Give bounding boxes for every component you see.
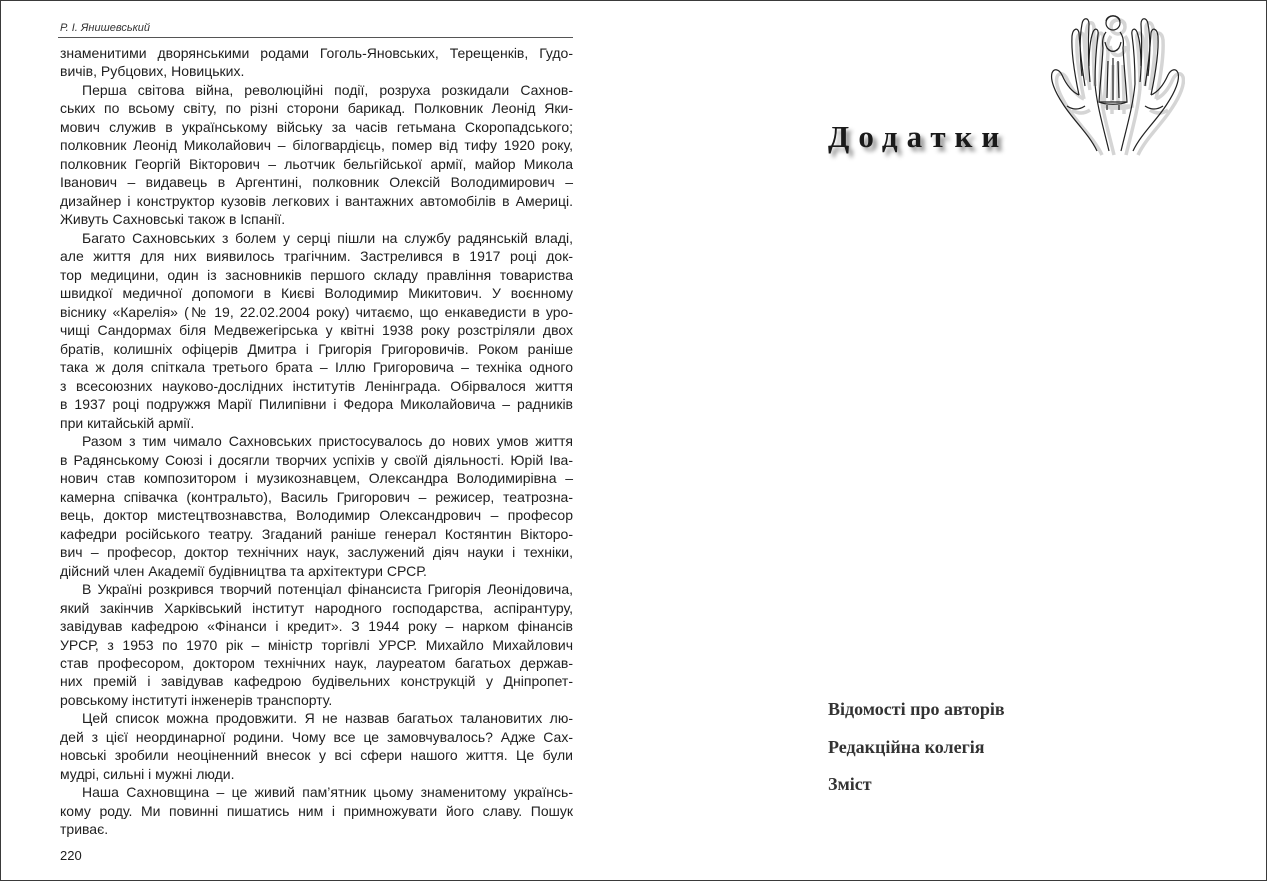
- body-line: дійсний член Академії будівництва та архітектури СРСР.: [60, 562, 427, 579]
- body-line: ських по всьому світу, по різні сторони барикад. Полковник Леонід Яки-: [60, 100, 573, 117]
- body-line: мович служив в українському війську за часів гетьмана Скоропадського;: [60, 118, 573, 135]
- body-line: В Україні розкрився творчий потенціал фінансиста Григорія Леонідовича,: [82, 581, 573, 598]
- body-line: мудрі, сильні і мужні люди.: [60, 765, 235, 782]
- body-line: Перша світова війна, революційні події, розруха розкидали Сахнов-: [82, 81, 573, 98]
- body-line: Цей список можна продовжити. Я не назвав багатьох талановитих лю-: [82, 710, 573, 727]
- body-line: триває.: [60, 821, 109, 838]
- paragraph: [60, 580, 573, 709]
- paragraph: [60, 709, 573, 783]
- body-line: братів, колишніх офіцерів Дмитра і Григорія Григоровичів. Роком раніше: [60, 340, 573, 357]
- body-line: з всесоюзних науково-дослідних інститутів Ленінграда. Обірвалося життя: [60, 377, 573, 394]
- header-rule: [58, 37, 573, 38]
- body-line: Іванович – видавець в Аргентині, полковник Олексій Володимирович –: [60, 174, 573, 191]
- contents-item-table-of-contents[interactable]: Зміст: [828, 774, 872, 794]
- body-line: УРСР, з 1953 по 1970 рік – міністр торгівлі УРСР. Михайло Михайлович: [60, 636, 573, 653]
- body-line: завідував кафедрою «Фінанси і кредит». З 1944 року – нарком фінансів: [60, 618, 573, 635]
- body-line: чищі Сандормах біля Медвежегірська у квітні 1938 року розстріляли двох: [60, 322, 573, 339]
- body-line: в Радянському Союзі і досягли творчих успіхів у своїй діяльності. Юрій Іва-: [60, 451, 573, 468]
- body-line: камерна співачка (контральто), Василь Григорович – режисер, театрозна-: [60, 488, 573, 505]
- body-line: став професором, доктором технічних наук, лауреатом багатьох держав-: [60, 654, 573, 671]
- body-line: така ж доля спіткала третього брата – Іллю Григоровича – техніка одного: [60, 359, 573, 376]
- body-line: швидкої медичної допомоги в Києві Володимир Микитович. У воєнному: [60, 285, 573, 302]
- illustration-shadow: [1057, 20, 1184, 155]
- body-line: при китайській армії.: [60, 414, 195, 431]
- running-head: Р. І. Янишевський: [60, 22, 151, 34]
- body-line: них премій і завідував кафедрою будівельних конструкцій у Дніпропет-: [60, 673, 573, 690]
- body-line: який закінчив Харківський інститут народного господарства, аспірантуру,: [60, 599, 573, 616]
- body-line: полковник Георгій Вікторович – льотчик бельгійської армії, майор Микола: [60, 155, 573, 172]
- body-line: віснику «Карелія» (№ 19, 22.02.2004 року) читаємо, що енкаведисти в уро-: [60, 303, 573, 320]
- body-line: вич – професор, доктор технічних наук, заслужений діяч науки і техніки,: [60, 544, 573, 561]
- body-line: Наша Сахновщина – це живий пам’ятник цьому знаменитому українсь-: [82, 784, 573, 801]
- paragraph: [60, 229, 573, 432]
- paragraph: [60, 432, 573, 580]
- page-number: 220: [60, 848, 82, 863]
- body-line: Багато Сахновських з болем у серці пішли на службу радянській владі,: [82, 229, 573, 246]
- paragraph: [60, 783, 573, 838]
- body-line: вичів, Рубцових, Новицьких.: [60, 63, 245, 80]
- body-line: але життя для них виявилось трагічним. Застрелився в 1917 році док-: [60, 248, 573, 265]
- body-line: полковник Леонід Миколайович – білогвардієць, помер від тифу 1920 року,: [60, 137, 573, 154]
- body-line: новські зробили неоціненний внесок у всі сфери нашого життя. Це були: [60, 747, 573, 764]
- body-line: знаменитими дворянськими родами Гоголь-Яновських, Терещенків, Гудо-: [60, 45, 573, 61]
- body-line: вець, доктор мистецтвознавства, Володимир Олександрович – професор: [60, 507, 573, 524]
- body-line: Живуть Сахновські також в Іспанії.: [60, 211, 286, 228]
- paragraph: [60, 44, 573, 81]
- body-line: ровському інституті інженерів транспорту.: [60, 691, 333, 708]
- section-title: Додатки: [828, 119, 1009, 154]
- body-line: тор медицини, один із засновників першого складу правління товариства: [60, 266, 573, 283]
- paragraph: [60, 81, 573, 229]
- body-line: дей з цієї неординарної родини. Чому все це замовчувалось? Адже Сах-: [60, 728, 573, 745]
- body-line: кафедри російського театру. Згаданий раніше генерал Костянтин Вікторо-: [60, 525, 573, 542]
- body-line: кому роду. Ми повинні пишатись ним і примножувати його славу. Пошук: [60, 802, 573, 819]
- body-line: Разом з тим чимало Сахновських пристосувалось до нових умов життя: [82, 433, 573, 450]
- hands-holding-figure-illustration: [1045, 6, 1185, 156]
- contents-item-editorial-board[interactable]: Редакційна колегія: [828, 737, 985, 757]
- body-line: дизайнер і конструктор кузовів легкових і вантажних автомобілів в Америці.: [60, 192, 573, 209]
- body-line: нович став композитором і музикознавцем, Олександра Володимирівна –: [60, 470, 573, 487]
- body-text: [60, 44, 573, 839]
- body-line: в 1937 році подружжя Марії Пилипівни і Федора Миколайовича – радників: [60, 396, 573, 413]
- contents-item-authors[interactable]: Відомості про авторів: [828, 699, 1005, 719]
